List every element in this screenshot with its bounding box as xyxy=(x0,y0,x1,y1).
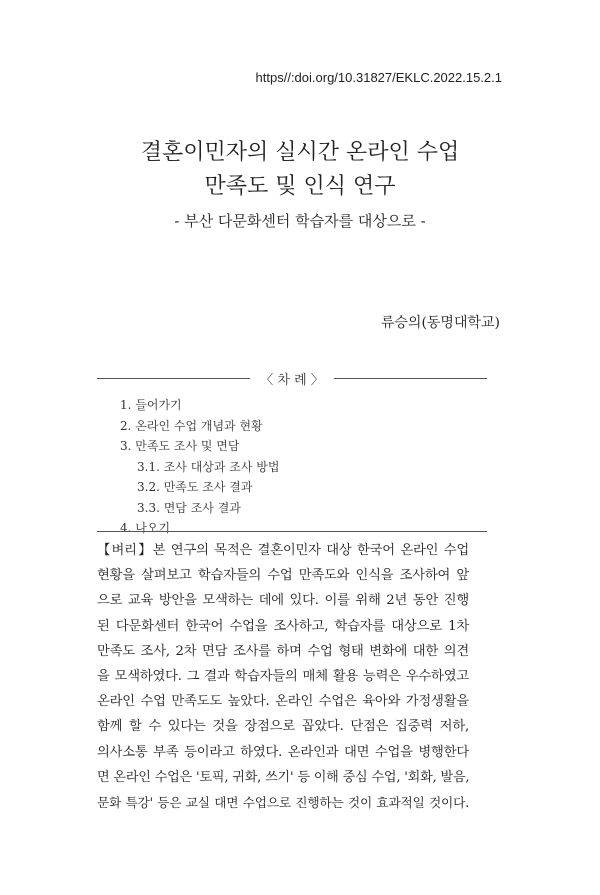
abstract-line: 을 모색하였다. 그 결과 학습자들의 매체 활용 능력은 우수하였고 xyxy=(97,669,469,685)
toc-item: 2. 온라인 수업 개념과 현황 xyxy=(120,418,263,433)
toc-item: 3. 만족도 조사 및 면담 xyxy=(120,439,240,453)
abstract-line: 문화 특강' 등은 교실 대면 수업으로 진행하는 것이 효과적일 것이다. xyxy=(97,795,469,811)
toc-item: 4. 나오기 xyxy=(120,521,171,535)
author-affiliation: 류승의(동명대학교) xyxy=(380,315,500,331)
abstract-line: 의사소통 부족 등이라고 하였다. 온라인과 대면 수업을 병행한다 xyxy=(97,744,469,760)
doi-link[interactable]: https//:doi.org/10.31827/EKLC.2022.15.2.1 xyxy=(255,70,502,85)
abstract-line: 함께 할 수 있다는 것을 장점으로 꼽았다. 단점은 집중력 저하, xyxy=(97,719,469,735)
toc-item: 1. 들어가기 xyxy=(120,398,182,412)
toc-subitem: 3.2. 만족도 조사 결과 xyxy=(137,480,253,494)
abstract-line: 된 다문화센터 한국어 수업을 조사하고, 학습자를 대상으로 1차 xyxy=(97,618,469,634)
toc-subitem: 3.1. 조사 대상과 조사 방법 xyxy=(137,459,280,474)
abstract-divider xyxy=(97,531,487,532)
title-line-2: 만족도 및 인식 연구 xyxy=(204,174,396,199)
abstract-line: 만족도 조사, 2차 면담 조사를 하며 수업 형태 변화에 대한 의견 xyxy=(97,643,469,659)
toc-header-label: 〈 차 례 〉 xyxy=(260,373,324,388)
title-block xyxy=(0,136,600,234)
toc-rule-left xyxy=(97,378,250,379)
toc-header xyxy=(97,369,487,388)
toc-rule-right xyxy=(334,378,487,379)
subtitle: - 부산 다문화센터 학습자를 대상으로 - xyxy=(174,212,426,230)
title-line-1: 결혼이민자의 실시간 온라인 수업 xyxy=(140,140,460,165)
abstract xyxy=(97,538,469,815)
toc-subitem: 3.3. 면담 조사 결과 xyxy=(137,500,241,515)
abstract-line: 면 온라인 수업은 '토픽, 귀화, 쓰기' 등 이해 중심 수업, '회화, 발음, xyxy=(97,769,470,785)
abstract-line: 현황을 살펴보고 학습자들의 수업 만족도와 인식을 조사하여 앞 xyxy=(97,568,469,584)
table-of-contents xyxy=(120,395,480,539)
abstract-line: 온라인 수업 만족도도 높았다. 온라인 수업은 육아와 가정생활을 xyxy=(97,694,469,710)
abstract-line: 으로 교육 방안을 모색하는 데에 있다. 이를 위해 2년 동안 진행 xyxy=(97,593,469,609)
abstract-line: 【벼리】본 연구의 목적은 결혼이민자 대상 한국어 온라인 수업 xyxy=(97,543,469,558)
